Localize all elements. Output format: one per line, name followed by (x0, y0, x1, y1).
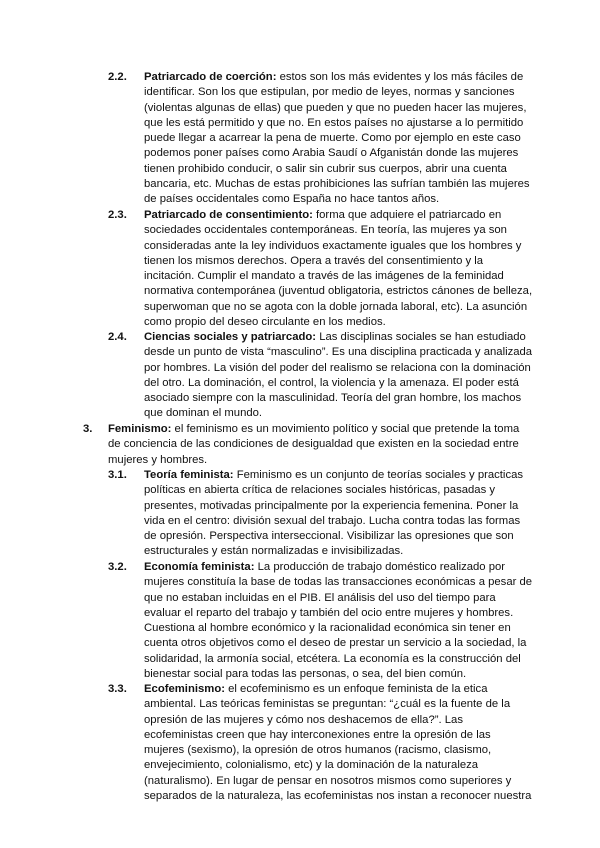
list-item-3 (83, 422, 518, 468)
item-title: Economía feminista: (144, 561, 255, 573)
item-line: de conciencia de las condiciones de desigualdad que existen en la sociedad entre (108, 438, 519, 451)
item-line: Cuestiona al hombre económico y la racionalidad económica sin tener en (144, 622, 511, 635)
item-title: Patriarcado de consentimiento: (144, 209, 313, 221)
item-title: Patriarcado de coerción: (144, 71, 277, 83)
item-line: que no estaban incluidas en el PIB. El análisis del uso del tiempo para (144, 591, 496, 604)
item-body (144, 330, 533, 422)
item-line: mujeres constituía la base de todas las transacciones económicas a pesar de (144, 576, 533, 589)
item-line: ambiental. Las teóricas feministas se preguntan: “¿cuál es la fuente de la (144, 698, 511, 711)
list-item-2-2 (108, 70, 530, 208)
item-body (108, 422, 518, 468)
item-number: 3.3. (108, 683, 127, 695)
item-line: bienestar social para todas las personas, o sea, del bien común. (144, 668, 467, 681)
item-line: incitación. Cumplir el mandato a través de las imágenes de la feminidad (144, 270, 504, 283)
list-item-2-4 (108, 330, 533, 422)
item-line: políticas en abierta crítica de relaciones sociales históricas, pasadas y (144, 484, 496, 497)
item-line: que dominan el mundo. (144, 407, 263, 420)
item-number: 2.3. (108, 209, 127, 221)
item-line: por hombres. La visión del poder del realismo se relaciona con la dominación (144, 361, 531, 374)
item-line: identificar. Son los que estipulan, por medio de leyes, normas y sanciones (144, 86, 515, 99)
item-line: podemos poner países como Arabia Saudí o Afganistán donde las mujeres (144, 147, 519, 160)
item-title: Ciencias sociales y patriarcado: (144, 331, 317, 343)
item-line: bancaria, etc. Muchas de estas prohibiciones las sufrían también las mujeres (144, 178, 530, 191)
item-body (144, 682, 532, 804)
item-line: del otro. La dominación, el control, la violencia y la amenaza. El poder está (144, 376, 519, 389)
list-item-3-2 (108, 560, 533, 682)
item-line: puede llegar a acarrear la pena de muerte. Como por ejemplo en este caso (144, 132, 521, 145)
item-line: que les está permitido y que no. En estos países no ajustarse a lo permitido (144, 116, 524, 129)
item-line: estos son los más evidentes y los más fáciles de (279, 71, 524, 83)
item-line: asociado siempre con la masculinidad. Teoría del gran hombre, los machos (144, 392, 522, 405)
item-line: consideradas ante la ley individuos exactamente iguales que los hombres y (144, 239, 522, 252)
item-line: (violentas algunas de ellas) que pueden y que no pueden hacer las mujeres, (144, 101, 527, 114)
item-line: superwoman que no se agota con la doble jornada laboral, etc). La asunción (144, 300, 528, 313)
item-line: de opresión. Perspectiva interseccional. Visibilizar las opresiones que son (144, 530, 514, 543)
item-line: normativa contemporánea (juventud obligatoria, estrictos cánones de belleza, (144, 285, 533, 298)
item-body (144, 468, 524, 560)
item-line: opresión de las mujeres y cómo nos deshacemos de ella?”. Las (144, 713, 463, 726)
item-line: sociedades occidentales contemporáneas. En teoría, las mujeres ya son (144, 224, 507, 237)
list-item-3-1 (108, 468, 524, 560)
item-line: La producción de trabajo doméstico realizado por (257, 561, 506, 573)
item-title: Feminismo: (108, 423, 172, 435)
item-line: tienen los mismos derechos. Opera a través del consentimiento y la (144, 254, 484, 267)
item-number: 3.2. (108, 561, 127, 573)
item-title: Ecofeminismo: (144, 683, 225, 695)
item-line: presentes, motivadas principalmente por la experiencia femenina. Poner la (144, 499, 519, 512)
item-line: mujeres y hombres. (108, 453, 208, 466)
item-body (144, 70, 530, 208)
item-line: ecofeministas creen que hay interconexiones entre la opresión de las (144, 728, 491, 741)
list-item-2-3 (108, 208, 533, 330)
item-line: separados de la naturaleza, las ecofeministas nos instan a reconocer nuestra (144, 790, 532, 803)
item-line: mujeres (sexismo), la opresión de otros humanos (racismo, clasismo, (144, 744, 492, 757)
item-line: Las disciplinas sociales se han estudiado (319, 331, 526, 343)
item-line: como propio del deseo circulante en los medios. (144, 316, 386, 329)
item-body (144, 208, 533, 330)
item-line: solidaridad, la armonía social, etcétera. La economía es la construcción del (144, 652, 521, 665)
item-line: tienen prohibido conducir, o salir sin cubrir sus cuerpos, abrir una cuenta (144, 162, 507, 175)
item-line: Feminismo es un conjunto de teorías sociales y practicas (236, 469, 524, 481)
item-line: el feminismo es un movimiento político y social que pretende la toma (174, 423, 520, 435)
item-number: 3.1. (108, 469, 127, 481)
list-item-3-3 (108, 682, 532, 804)
item-line: el ecofeminismo es un enfoque feminista de la etica (228, 683, 488, 695)
item-number: 2.2. (108, 71, 127, 83)
item-number: 3. (83, 423, 93, 435)
item-line: estructurales y están normalizadas e invisibilizadas. (144, 545, 404, 558)
item-line: de países occidentales como España no hace tantos años. (144, 193, 440, 206)
item-number: 2.4. (108, 331, 127, 343)
item-line: vida en el centro: división sexual del trabajo. Lucha contra todas las formas (144, 514, 521, 527)
item-line: evaluar el reparto del trabajo y también del ocio entre mujeres y hombres. (144, 606, 514, 619)
item-line: cuenta otros objetivos como el deseo de prestar un servicio a la sociedad, la (144, 637, 527, 650)
item-body (144, 560, 533, 682)
item-line: forma que adquiere el patriarcado en (316, 209, 502, 221)
item-line: desde un punto de vista “masculino”. Es una disciplina practicada y analizada (144, 346, 533, 359)
item-line: envejecimiento, colonialismo, etc) y la dominación de la naturaleza (144, 759, 479, 772)
item-line: (naturalismo). En lugar de pensar en nosotros mismos como superiores y (144, 774, 512, 787)
item-title: Teoría feminista: (144, 469, 234, 481)
